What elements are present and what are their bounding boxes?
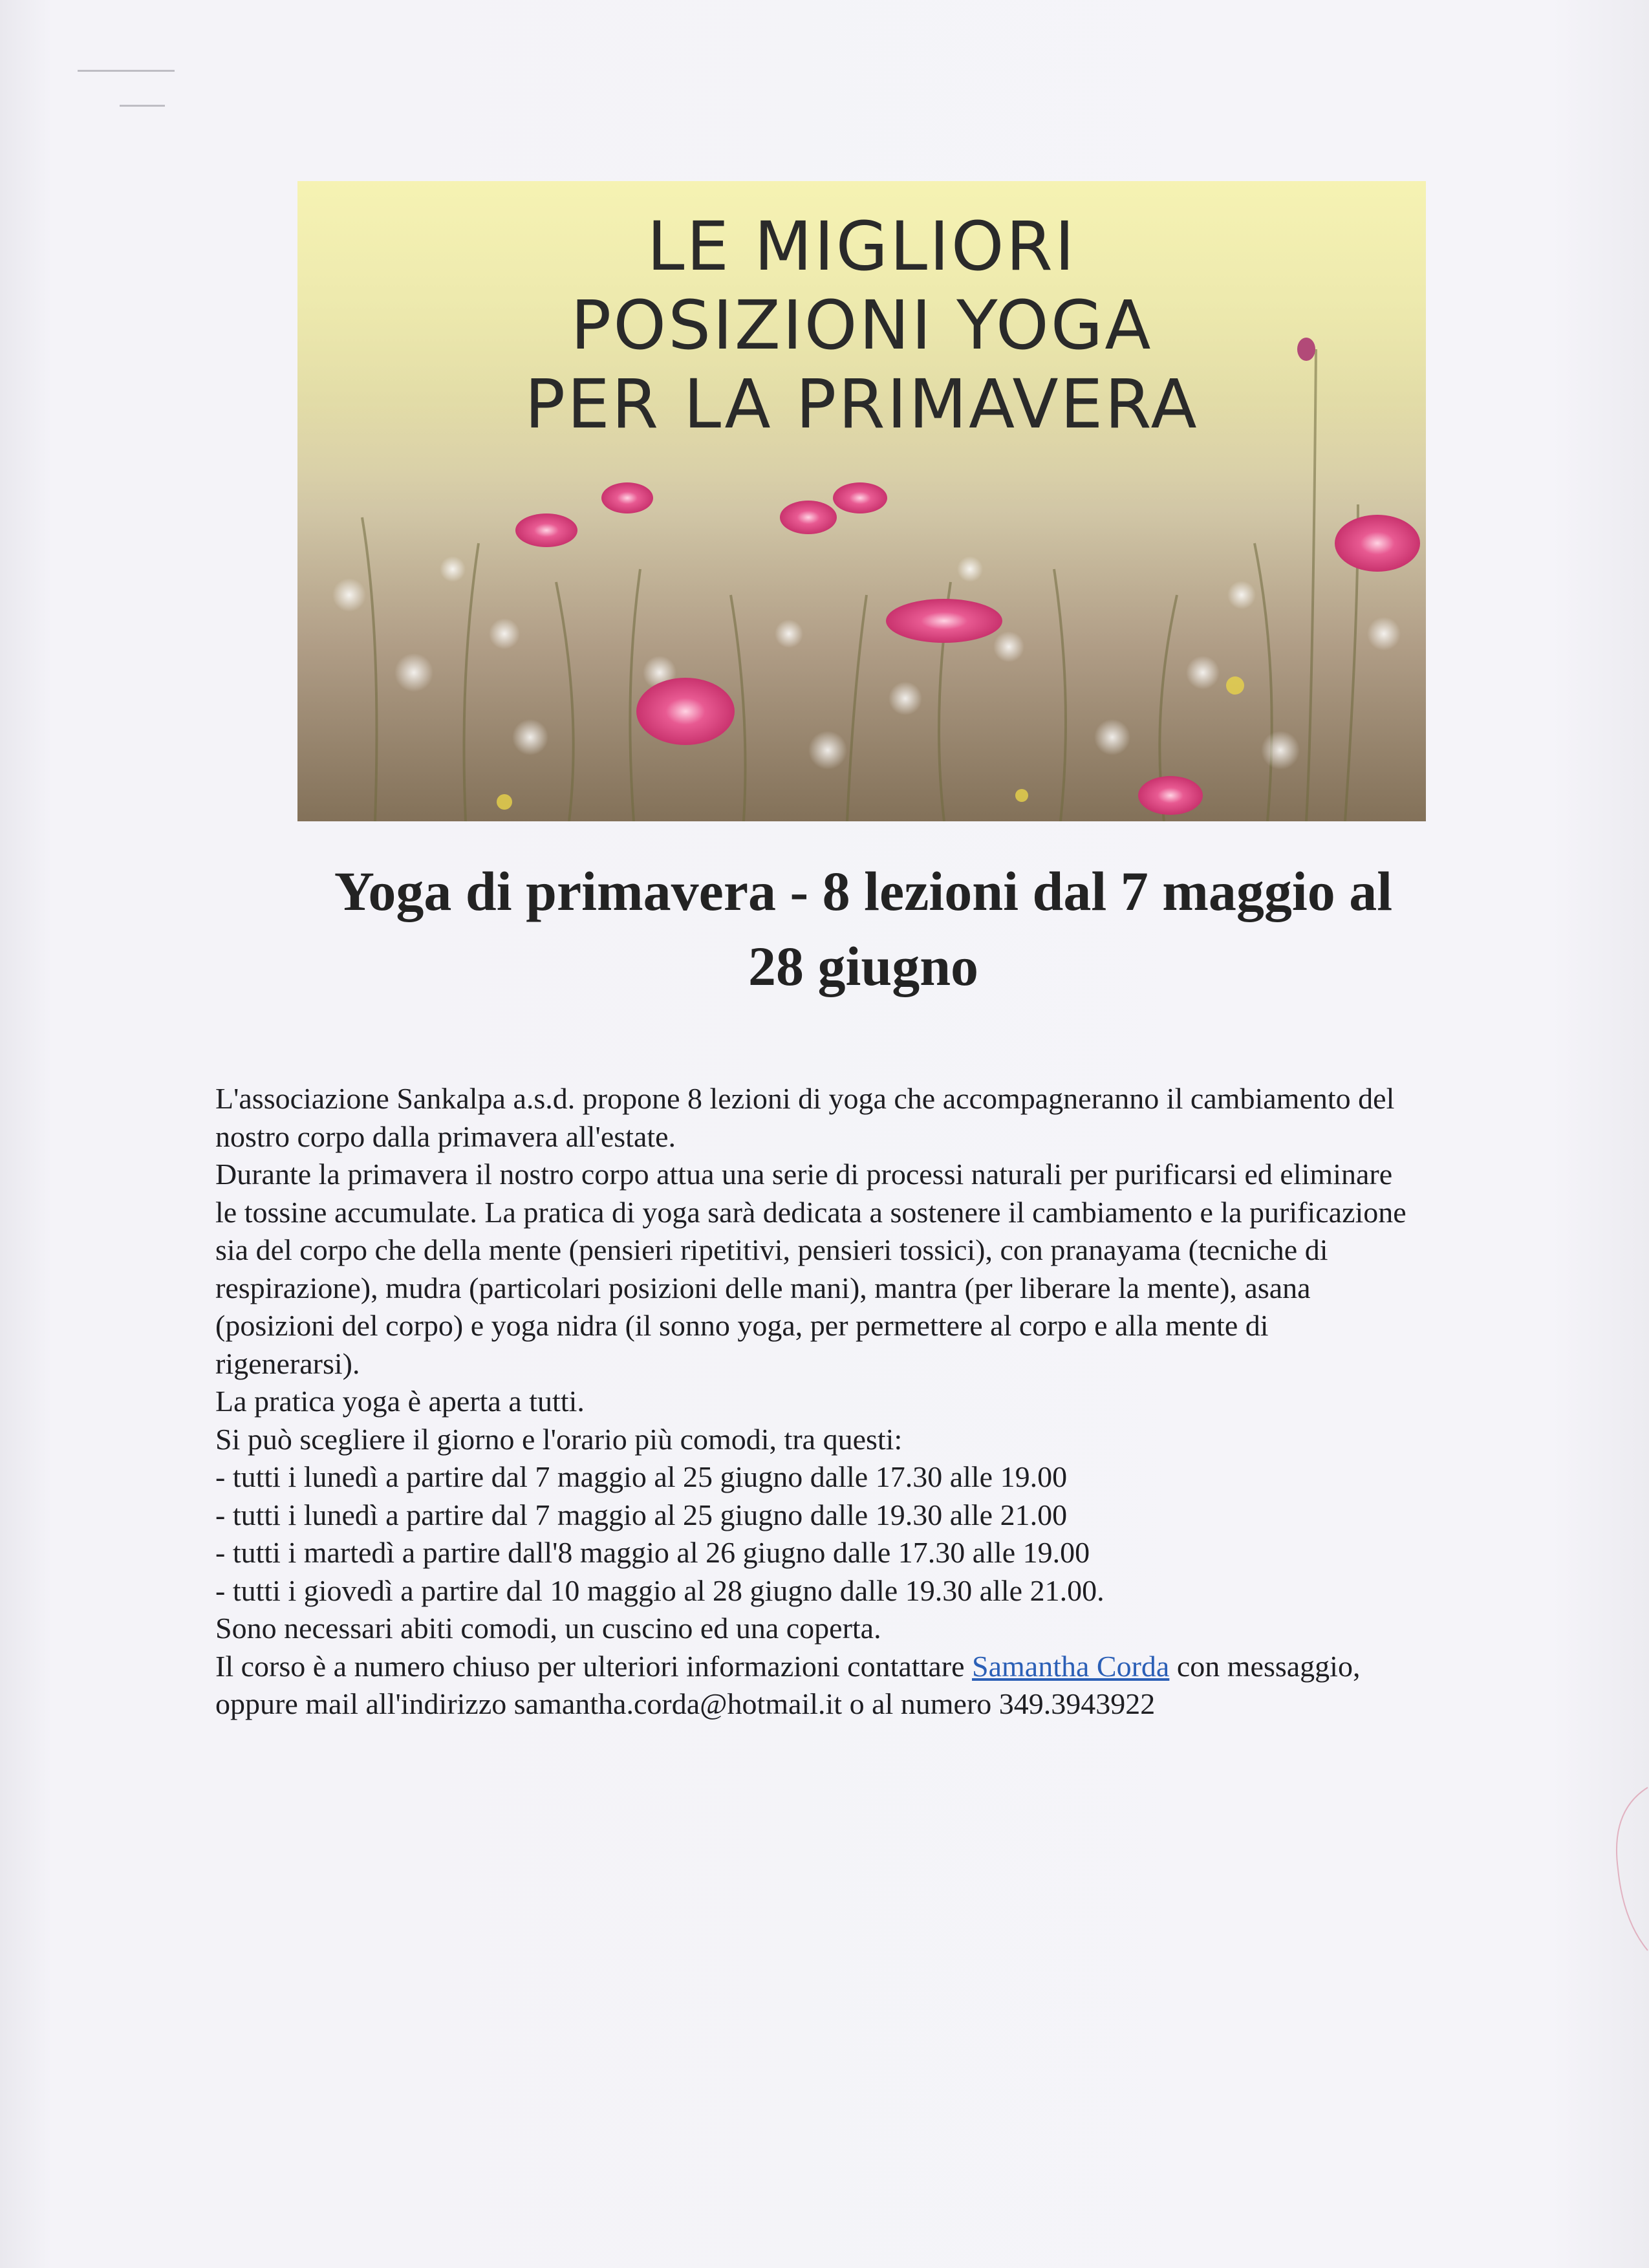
body-line: rigenerarsi). xyxy=(215,1346,360,1380)
banner-title xyxy=(297,207,1426,444)
paper-edge-curl xyxy=(1604,1785,1649,1953)
schedule-item: - tutti i giovedì a partire dal 10 maggio al 28 giugno dalle 19.30 alle 21.00. xyxy=(215,1573,1105,1607)
contact-details-line: oppure mail all'indirizzo samantha.corda@hotmail.it o al numero 349.3943922 xyxy=(215,1687,1156,1720)
heading-line: Yoga di primavera - 8 lezioni dal 7 maggio al xyxy=(334,860,1393,922)
body-line: Sono necessari abiti comodi, un cuscino ed una coperta. xyxy=(215,1612,881,1645)
schedule-item: - tutti i lunedì a partire dal 7 maggio al 25 giugno dalle 19.30 alle 21.00 xyxy=(215,1498,1068,1531)
scan-mark xyxy=(120,105,165,107)
schedule-item: - tutti i martedì a partire dall'8 maggio al 26 giugno dalle 17.30 alle 19.00 xyxy=(215,1536,1090,1569)
body-line: Durante la primavera il nostro corpo attua una serie di processi naturali per purificarsi ed eliminare xyxy=(215,1158,1393,1191)
heading-line: 28 giugno xyxy=(748,935,979,997)
contact-line xyxy=(215,1648,1522,1686)
contact-text: Il corso è a numero chiuso per ulteriori informazioni contattare xyxy=(215,1649,973,1683)
body-line: nostro corpo dalla primavera all'estate. xyxy=(215,1119,676,1153)
body-line: (posizioni del corpo) e yoga nidra (il sonno yoga, per permettere al corpo e alla mente di xyxy=(215,1309,1269,1342)
banner-title-line: LE MIGLIORI xyxy=(647,207,1077,286)
body-line: La pratica yoga è aperta a tutti. xyxy=(215,1385,585,1418)
schedule-item: - tutti i lunedì a partire dal 7 maggio al 25 giugno dalle 17.30 alle 19.00 xyxy=(215,1460,1068,1493)
body-line: Si può scegliere il giorno e l'orario più comodi, tra questi: xyxy=(215,1422,903,1456)
spring-flowers-banner xyxy=(297,181,1426,821)
banner-title-line: POSIZIONI YOGA xyxy=(570,286,1153,365)
body-line: respirazione), mudra (particolari posizioni delle mani), mantra (per liberare la mente), asana xyxy=(215,1271,1311,1304)
body-line: sia del corpo che della mente (pensieri ripetitivi, pensieri tossici), con pranayama (tecniche di xyxy=(215,1233,1328,1266)
body-line: le tossine accumulate. La pratica di yoga sarà dedicata a sostenere il cambiamento e la purificazione xyxy=(215,1195,1406,1229)
scan-mark xyxy=(78,70,175,72)
contact-link[interactable]: Samantha Corda xyxy=(972,1649,1170,1683)
page-heading xyxy=(194,854,1533,1004)
banner-title-line: PER LA PRIMAVERA xyxy=(524,365,1199,444)
body-paragraph xyxy=(215,1080,1522,1723)
body-line: L'associazione Sankalpa a.s.d. propone 8 lezioni di yoga che accompagneranno il cambiamento del xyxy=(215,1082,1395,1115)
contact-text: con messaggio, xyxy=(1169,1649,1361,1683)
